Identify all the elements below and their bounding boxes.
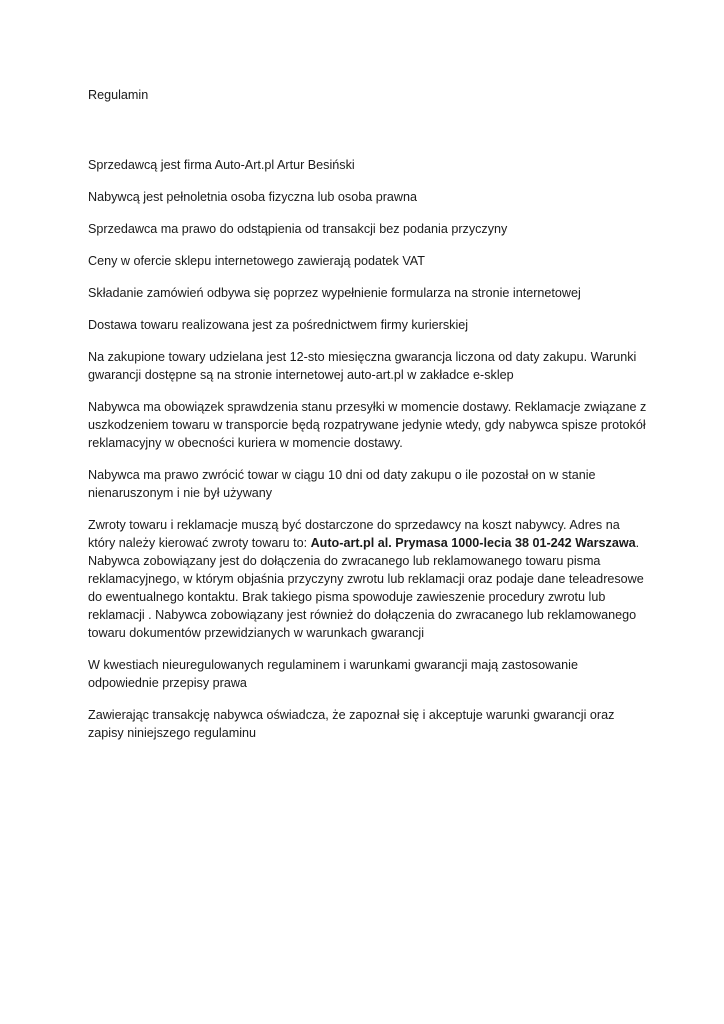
document-title: Regulamin	[88, 88, 149, 102]
paragraph-return-right: Nabywca ma prawo zwrócić towar w ciągu 10 dni od daty zakupu o ile pozostał on w stanie nienaruszonym i nie był używany	[88, 468, 596, 500]
paragraph-inspection: Nabywca ma obowiązek sprawdzenia stanu przesyłki w momencie dostawy. Reklamacje związane z uszkodzeniem towaru w transporcie będą rozpatrywane jedynie wtedy, gdy nabywca spisze protokół reklamacyjny w obecności kuriera w momencie dostawy.	[88, 400, 647, 450]
returns-text-before: Zwroty towaru i reklamacje muszą być dostarczone do sprzedawcy na koszt nabywcy. Adres na który należy kierować zwroty towaru to:	[88, 518, 620, 550]
paragraph-orders: Składanie zamówień odbywa się poprzez wypełnienie formularza na stronie internetowej	[88, 286, 581, 300]
paragraph-warranty: Na zakupione towary udzielana jest 12-sto miesięczna gwarancja liczona od daty zakupu. Warunki gwarancji dostępne są na stronie internetowej auto-art.pl w zakładce e-sklep	[88, 350, 637, 382]
paragraph-vat: Ceny w ofercie sklepu internetowego zawierają podatek VAT	[88, 254, 425, 268]
paragraph-returns	[88, 516, 648, 642]
returns-text-after: . Nabywca zobowiązany jest do dołączenia do zwracanego lub reklamowanego towaru pisma reklamacyjnego, w którym objaśnia przyczyny zwrotu lub reklamacji oraz podaje dane teleadresowe do ewentualnego kontaktu. Brak takiego pisma spowoduje zawieszenie procedury zwrotu lub reklamacji . Nabywca zobowiązany jest również do dołączenia do zwracanego lub reklamowanego towaru dokumentów przewidzianych w warunkach gwarancji	[88, 536, 644, 640]
paragraph-withdrawal: Sprzedawca ma prawo do odstąpienia od transakcji bez podania przyczyny	[88, 222, 508, 236]
document-body	[88, 86, 648, 756]
returns-address: Auto-art.pl al. Prymasa 1000-lecia 38 01-242 Warszawa	[310, 536, 636, 550]
paragraph-law: W kwestiach nieuregulowanych regulaminem i warunkami gwarancji mają zastosowanie odpowiednie przepisy prawa	[88, 658, 578, 690]
paragraph-delivery: Dostawa towaru realizowana jest za pośrednictwem firmy kurierskiej	[88, 318, 469, 332]
paragraph-buyer: Nabywcą jest pełnoletnia osoba fizyczna lub osoba prawna	[88, 190, 418, 204]
paragraph-acceptance: Zawierając transakcję nabywca oświadcza, że zapoznał się i akceptuje warunki gwarancji oraz zapisy niniejszego regulaminu	[88, 708, 615, 740]
paragraph-seller: Sprzedawcą jest firma Auto-Art.pl Artur Besiński	[88, 158, 355, 172]
